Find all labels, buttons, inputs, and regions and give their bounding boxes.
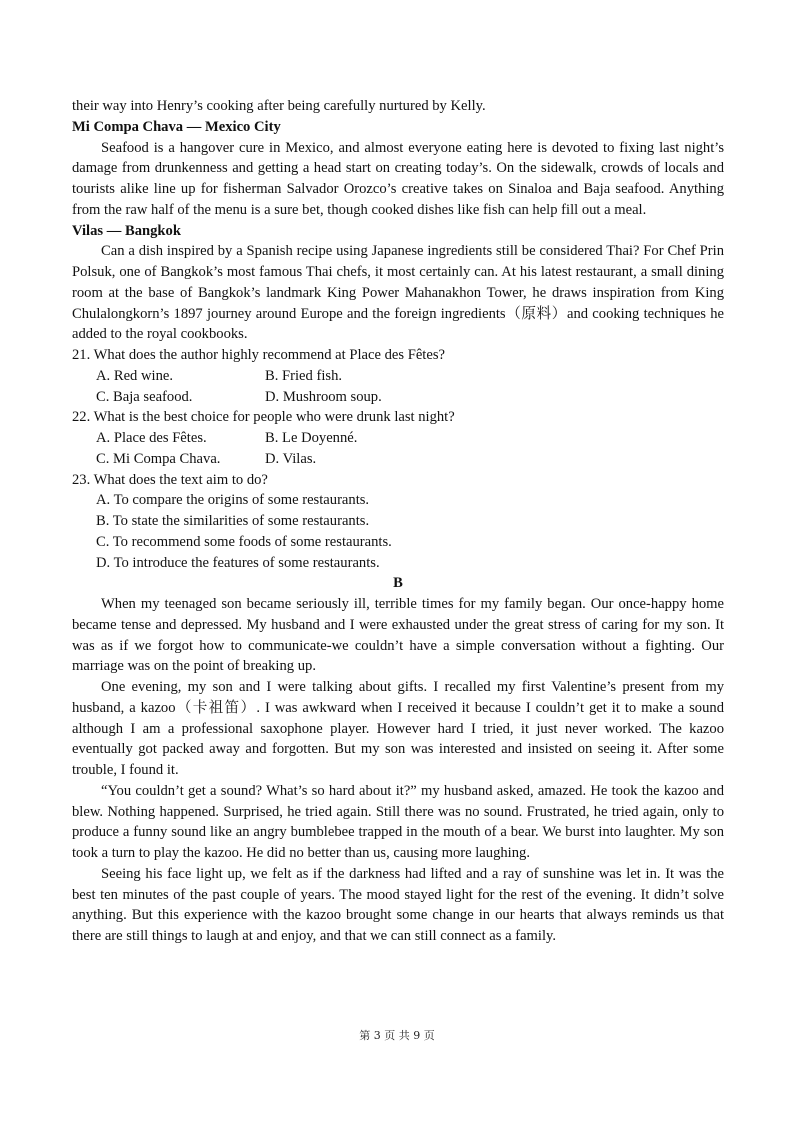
continuation-text: their way into Henry’s cooking after being carefully nurtured by Kelly. <box>72 98 486 114</box>
question-22-options <box>72 428 724 470</box>
question-22-stem: 22. What is the best choice for people who were drunk last night? <box>72 409 455 426</box>
section-b-paragraph-3: “You couldn’t get a sound? What’s so hard about it?” my husband asked, amazed. He took the kazoo and blew. Nothing happened. Surprised, he tried again. Still there was no sound. Frustrated, he tried again, only to produce a funny sound like an angry bumblebee trapped in the mouth of a bear. We burst into laughter. My son took a turn to play the kazoo. He did no better than us, causing more laughing. <box>72 782 724 861</box>
restaurant-text-vilas: Can a dish inspired by a Spanish recipe using Japanese ingredients still be considered Thai? For Chef Prin Polsuk, one of Bangkok’s most famous Thai chefs, it most certainly can. At his latest restaurant, a small dining room at the base of Bangkok’s landmark King Power Mahanakhon Tower, he draws inspiration from King Chulalongkorn’s 1897 journey around Europe and the foreign ingredients（原料）and cooking techniques he added to the royal cookbooks. <box>72 243 724 343</box>
page-footer: 第 3 页 共 9 页 <box>359 1029 435 1042</box>
option-21-a: A. Red wine. <box>96 367 174 384</box>
option-21-c: C. Baja seafood. <box>96 388 193 405</box>
option-22-c: C. Mi Compa Chava. <box>96 450 221 467</box>
restaurant-heading-vilas: Vilas — Bangkok <box>72 222 181 239</box>
option-23-d: D. To introduce the features of some restaurants. <box>96 554 380 571</box>
restaurant-text-mi-compa-chava: Seafood is a hangover cure in Mexico, and almost everyone eating here is devoted to fixing last night’s damage from drunkenness and getting a head start on creating today’s. On the sidewalk, crowds of locals and tourists alike line up for fisherman Salvador Orozco’s creative takes on Sinaloa and Baja seafood. Anything from the raw half of the menu is a sure bet, though cooked dishes like fish can help fill out a meal. <box>72 139 724 218</box>
option-21-b: B. Fried fish. <box>265 367 343 384</box>
exam-page <box>72 96 724 947</box>
question-23-stem: 23. What does the text aim to do? <box>72 471 268 488</box>
section-b-paragraph-2: One evening, my son and I were talking about gifts. I recalled my first Valentine’s present from my husband, a kazoo（卡祖笛）. I was awkward when I received it because I couldn’t get it to make a sound although I am a professional saxophone player. However hard I tried, it just never worked. The kazoo eventually got packed away and forgotten. But my son was interested and insisted on seeing it. After some trouble, I found it. <box>72 679 724 778</box>
question-21-stem: 21. What does the author highly recommend at Place des Fêtes? <box>72 347 445 363</box>
section-b-paragraph-1: When my teenaged son became seriously ill, terrible times for my family began. Our once-happy home became tense and depressed. My husband and I were exhausted under the great stress of caring for my son. It was as if we forgot how to communicate-we couldn’t have a simple conversation without a fighting. Our marriage was on the point of breaking up. <box>72 596 724 675</box>
question-21-options <box>72 366 724 408</box>
option-22-b: B. Le Doyenné. <box>265 430 358 446</box>
restaurant-heading-mi-compa-chava: Mi Compa Chava — Mexico City <box>72 118 281 135</box>
option-23-a: A. To compare the origins of some restaurants. <box>96 492 370 509</box>
option-22-a: A. Place des Fêtes. <box>96 430 207 446</box>
section-b-heading: B <box>393 575 403 592</box>
option-21-d: D. Mushroom soup. <box>265 388 382 405</box>
option-23-c: C. To recommend some foods of some restaurants. <box>96 533 392 550</box>
option-22-d: D. Vilas. <box>265 450 317 467</box>
option-23-b: B. To state the similarities of some restaurants. <box>96 513 370 529</box>
question-23-options <box>72 490 724 573</box>
section-b-paragraph-4: Seeing his face light up, we felt as if the darkness had lifted and a ray of sunshine was let in. It was the best ten minutes of the past couple of years. The mood stayed light for the rest of the evening. It didn’t solve anything. But this experience with the kazoo brought some change in our hearts that always reminds us that there are still things to laugh at and enjoy, and that we can still connect as a family. <box>72 865 724 944</box>
